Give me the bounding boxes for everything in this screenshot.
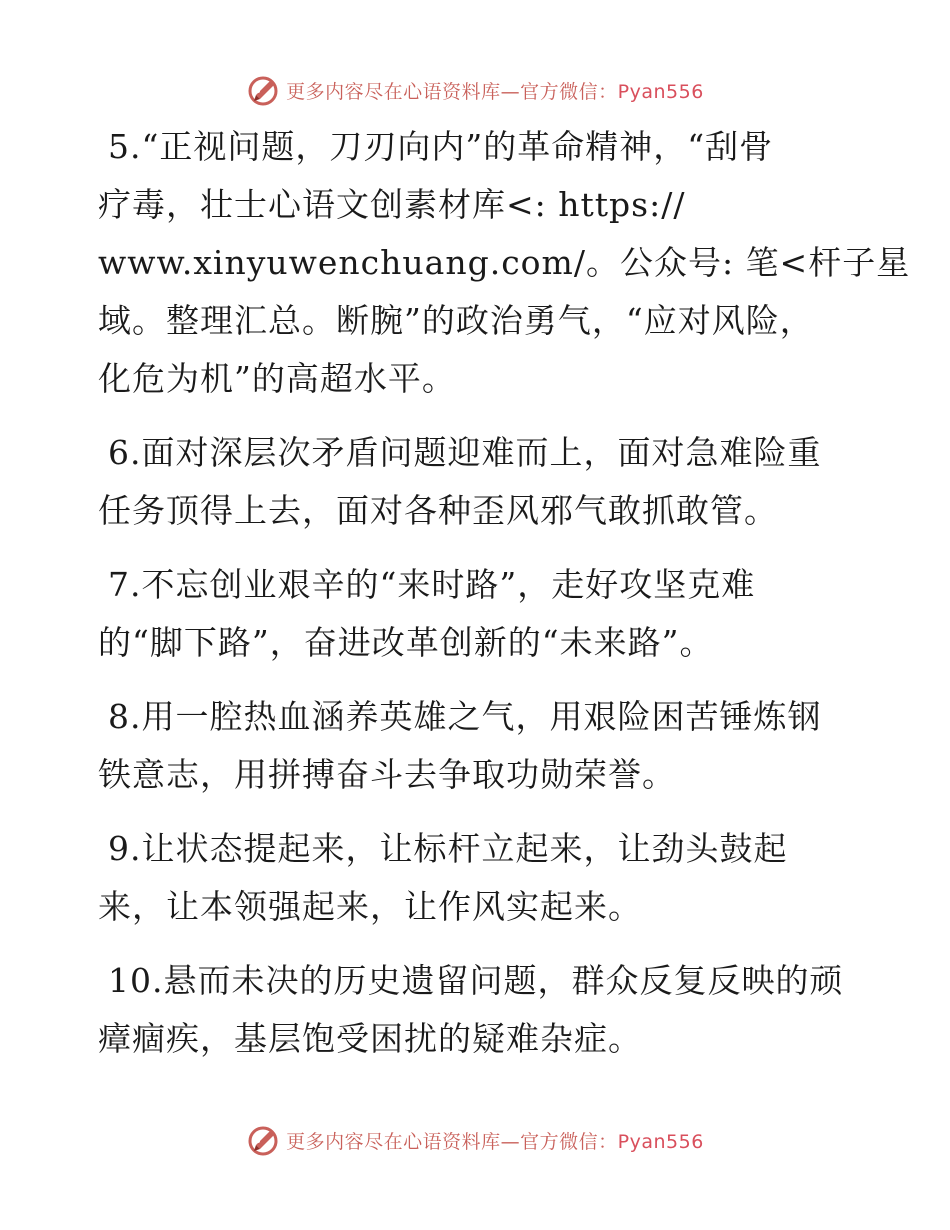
paragraph-9	[98, 820, 848, 936]
paragraph-line: 5.“正视问题，刀刃向内”的革命精神，“刮骨	[108, 127, 774, 166]
paragraph-5	[98, 118, 911, 408]
header-banner-text: 更多内容尽在心语资料库—官方微信：Pyan556	[286, 80, 704, 103]
paragraph-line: 化危为机”的高超水平。	[98, 359, 456, 398]
footer-banner-text: 更多内容尽在心语资料库—官方微信：Pyan556	[286, 1130, 704, 1153]
document-body	[98, 118, 911, 1084]
header-banner	[0, 70, 950, 110]
paragraph-line: www.xinyuwenchuang.com/。公众号: 笔<杆子星	[98, 243, 911, 282]
paragraph-line: 来，让本领强起来，让作风实起来。	[98, 887, 642, 926]
paragraph-line: 域。整理汇总。断腕”的政治勇气，“应对风险，	[98, 301, 814, 340]
paragraph-10	[98, 952, 848, 1068]
paragraph-line: 9.让状态提起来，让标杆立起来，让劲头鼓起	[108, 829, 788, 868]
paragraph-line: 的“脚下路”，奋进改革创新的“未来路”。	[98, 623, 714, 662]
pen-logo-icon	[246, 1123, 280, 1157]
paragraph-line: 7.不忘创业艰辛的“来时路”，走好攻坚克难	[108, 565, 756, 604]
paragraph-7	[98, 556, 848, 672]
paragraph-line: 瘴痼疾，基层饱受困扰的疑难杂症。	[98, 1019, 642, 1058]
paragraph-line: 8.用一腔热血涵养英雄之气，用艰险困苦锤炼钢	[108, 697, 822, 736]
paragraph-line: 疗毒，壮士心语文创素材库<: https://	[98, 185, 686, 224]
paragraph-line: 6.面对深层次矛盾问题迎难而上，面对急难险重	[108, 433, 822, 472]
paragraph-line: 10.悬而未决的历史遗留问题，群众反复反映的顽	[108, 961, 844, 1000]
pen-logo-icon	[246, 73, 280, 107]
paragraph-8	[98, 688, 848, 804]
paragraph-line: 铁意志，用拼搏奋斗去争取功勋荣誉。	[98, 755, 676, 794]
footer-banner	[0, 1120, 950, 1160]
paragraph-6	[98, 424, 848, 540]
paragraph-line: 任务顶得上去，面对各种歪风邪气敢抓敢管。	[98, 491, 778, 530]
